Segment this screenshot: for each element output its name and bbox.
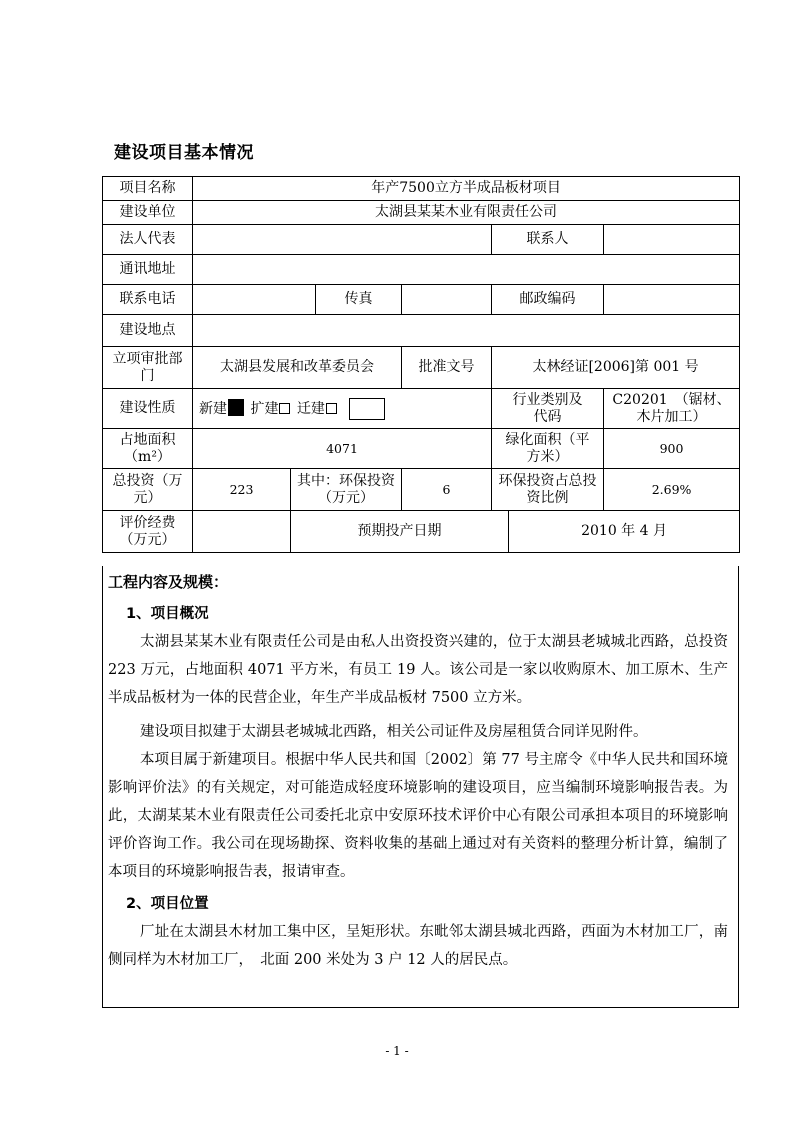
checkbox-icon: [279, 403, 290, 414]
nature-move-label: 迁建: [296, 400, 325, 417]
total-invest-label: 总投资（万元）: [103, 469, 193, 511]
table-row: [103, 201, 740, 225]
project-content-section: [102, 566, 739, 1008]
address-label: 通讯地址: [103, 255, 193, 285]
legal-rep-label: 法人代表: [103, 225, 193, 255]
env-ratio-value: 2.69%: [604, 469, 740, 511]
builder-label: 建设单位: [103, 201, 193, 225]
total-invest-value: 223: [193, 469, 291, 511]
project-name-label: 项目名称: [103, 177, 193, 201]
site-value: [193, 315, 740, 347]
project-name-value: 年产7500立方半成品板材项目: [193, 177, 740, 201]
phone-value: [193, 285, 316, 315]
site-label: 建设地点: [103, 315, 193, 347]
nature-expand-label: 扩建: [250, 400, 279, 417]
green-area-value: 900: [604, 429, 740, 469]
table-row: [103, 285, 740, 315]
table-row: [103, 177, 740, 201]
paragraph: 厂址在太湖县木材加工集中区，呈矩形状。东毗邻太湖县城北西路，西面为木材加工厂，南侧同样为木材加工厂， 北面 200 米处为 3 户 12 人的居民点。: [108, 924, 728, 968]
start-date-label: 预期投产日期: [291, 511, 509, 553]
nature-label: 建设性质: [103, 389, 193, 429]
paragraph: 本项目属于新建项目。根据中华人民共和国〔2002〕第 77 号主席令《中华人民共和国环境影响评价法》的有关规定，对可能造成轻度环境影响的建设项目，应当编制环境影响报告表。为此，太湖某某木业有限责任公司委托北京中安原环技术评价中心有限公司承担本项目的环境影响评价咨询工作。我公司在现场勘探、资料收集的基础上通过对有关资料的整理分析计算，编制了本项目的环境影响报告表，报请审查。: [108, 752, 728, 880]
table-row: [103, 225, 740, 255]
fax-label: 传真: [316, 285, 402, 315]
table-row: [103, 315, 740, 347]
table-row: [103, 255, 740, 285]
fax-value: [402, 285, 492, 315]
env-ratio-label: 环保投资占总投资比例: [492, 469, 604, 511]
section-title-location: 2、项目位置: [126, 896, 209, 912]
table-row: [103, 511, 740, 553]
env-invest-value: 6: [402, 469, 492, 511]
eval-fee-value: [193, 511, 291, 553]
table-row: [103, 469, 740, 511]
nature-new-label: 新建: [199, 400, 227, 417]
contact-value: [604, 225, 740, 255]
paragraph: 太湖县某某木业有限责任公司是由私人出资投资兴建的，位于太湖县老城城北西路，总投资 223 万元，占地面积 4071 平方米，有员工 19 人。该公司是一家以收购原木、加工原木、生产半成品板材为一体的民营企业，年生产半成品板材 7500 立方米。: [108, 634, 728, 706]
approval-no-label: 批准文号: [402, 347, 492, 389]
section-title-overview: 1、项目概况: [126, 606, 209, 622]
paragraph: 建设项目拟建于太湖县老城城北西路，相关公司证件及房屋租赁合同详见附件。: [140, 724, 648, 740]
phone-label: 联系电话: [103, 285, 193, 315]
eval-fee-label: 评价经费（万元）: [103, 511, 193, 553]
checked-checkbox-icon: [228, 399, 244, 416]
table-row: [103, 347, 740, 389]
land-area-value: 4071: [193, 429, 492, 469]
page-number: - 1 -: [385, 1044, 409, 1058]
green-area-label: 绿化面积（平方米）: [492, 429, 604, 469]
address-value: [193, 255, 740, 285]
postcode-label: 邮政编码: [492, 285, 604, 315]
nature-options: [193, 389, 492, 429]
legal-rep-value: [193, 225, 492, 255]
table-row: [103, 429, 740, 469]
env-invest-label: 其中：环保投资（万元）: [291, 469, 402, 511]
builder-value: 太湖县某某木业有限责任公司: [193, 201, 740, 225]
checkbox-icon: [326, 403, 337, 414]
approval-dept-label: 立项审批部门: [103, 347, 193, 389]
content-heading: 工程内容及规模：: [108, 573, 229, 591]
start-date-value: 2010 年 4 月: [509, 511, 740, 553]
contact-label: 联系人: [492, 225, 604, 255]
land-area-label: 占地面积（m²）: [103, 429, 193, 469]
blank-box: [349, 398, 385, 420]
industry-label: 行业类别及代码: [492, 389, 604, 429]
approval-dept-value: 太湖县发展和改革委员会: [193, 347, 402, 389]
table-row: [103, 389, 740, 429]
page-title: 建设项目基本情况: [114, 143, 254, 163]
project-info-table: [102, 176, 740, 553]
industry-value: C20201 （锯材、木片加工）: [604, 389, 740, 429]
postcode-value: [604, 285, 740, 315]
approval-no-value: 太林经证[2006]第 001 号: [492, 347, 740, 389]
